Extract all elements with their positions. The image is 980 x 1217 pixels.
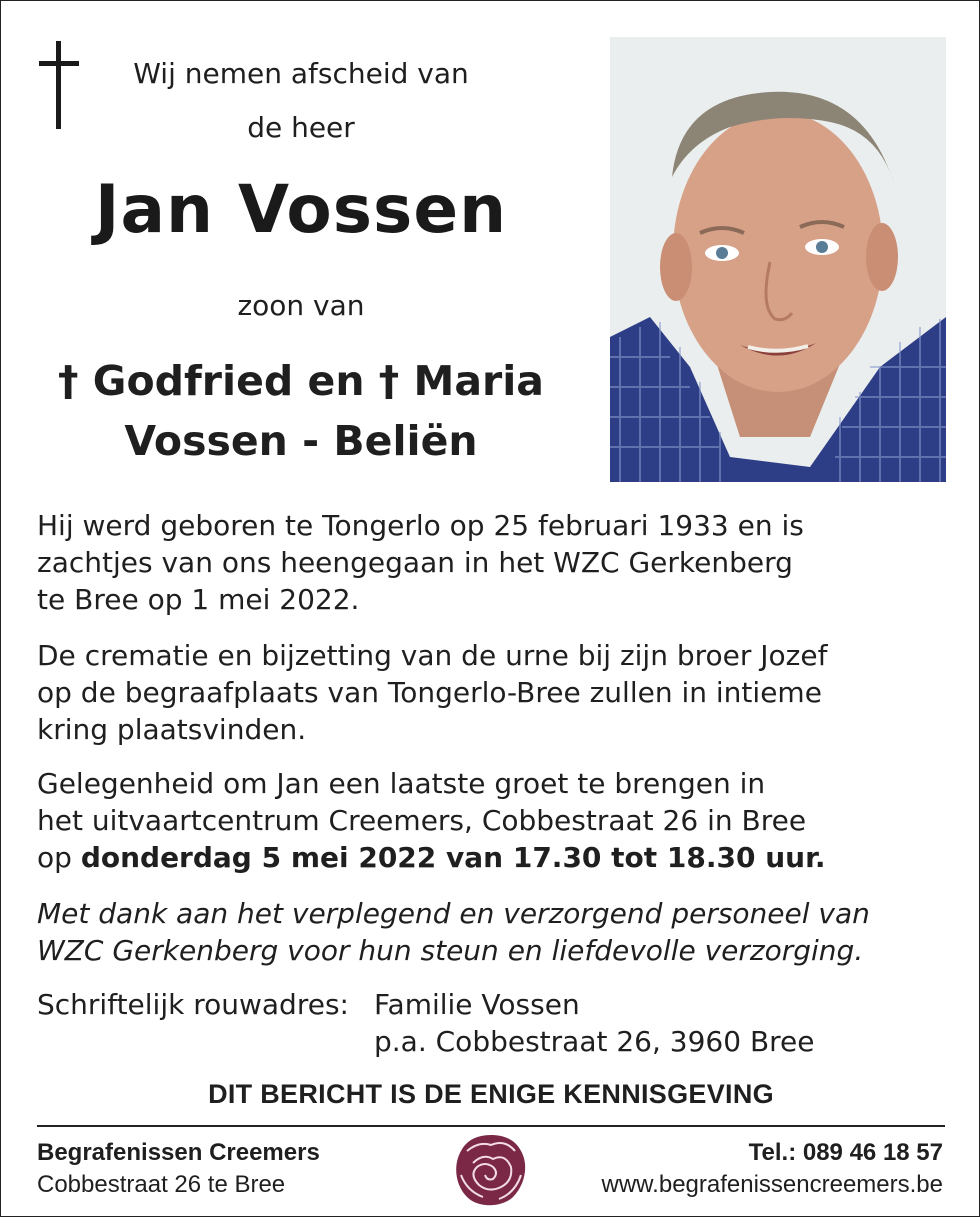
rose-icon <box>453 1131 529 1209</box>
parents-line-2: Vossen - Beliën <box>124 417 478 465</box>
paragraph-line: te Bree op 1 mei 2022. <box>37 583 360 616</box>
address-line-2: p.a. Cobbestraat 26, 3960 Bree <box>374 1025 815 1058</box>
paragraph-cremation <box>37 637 957 748</box>
paragraph-line: zachtjes van ons heengegaan in het WZC Gerkenberg <box>37 546 793 579</box>
visitation-datetime: donderdag 5 mei 2022 van 17.30 tot 18.30 uur. <box>80 841 826 874</box>
funeral-home-website[interactable]: www.begrafenissencreemers.be <box>601 1171 943 1198</box>
funeral-home-address: Cobbestraat 26 te Bree <box>37 1171 286 1198</box>
address-label: Schriftelijk rouwadres: <box>37 988 349 1021</box>
address-line-1: Familie Vossen <box>374 988 580 1021</box>
paragraph-line: Met dank aan het verplegend en verzorgend personeel van <box>37 897 870 930</box>
notice-heading: DIT BERICHT IS DE ENIGE KENNISGEVING <box>208 1079 774 1109</box>
visitation-prefix: op <box>37 841 81 874</box>
funeral-home-name: Begrafenissen Creemers <box>37 1139 320 1166</box>
paragraph-line: kring plaatsvinden. <box>37 713 307 746</box>
paragraph-birth-death <box>37 507 957 618</box>
paragraph-line: het uitvaartcentrum Creemers, Cobbestraat 26 in Bree <box>37 804 807 837</box>
son-of-label: zoon van <box>237 289 365 322</box>
paragraph-line: op de begraafplaats van Tongerlo-Bree zullen in intieme <box>37 676 822 709</box>
paragraph-visitation <box>37 765 957 876</box>
paragraph-thanks <box>37 895 957 969</box>
funeral-home-phone: Tel.: 089 46 18 57 <box>748 1139 943 1166</box>
deceased-name: Jan Vossen <box>94 171 508 248</box>
portrait-photo <box>610 37 946 482</box>
intro-line-2: de heer <box>247 111 355 144</box>
intro-line-1: Wij nemen afscheid van <box>133 57 469 90</box>
parents-line-1: † Godfried en † Maria <box>58 357 544 405</box>
paragraph-line: WZC Gerkenberg voor hun steun en liefdevolle verzorging. <box>37 934 864 967</box>
paragraph-line: Gelegenheid om Jan een laatste groet te brengen in <box>37 767 766 800</box>
divider <box>37 1125 945 1127</box>
paragraph-line <box>37 839 957 876</box>
paragraph-line: De crematie en bijzetting van de urne bij zijn broer Jozef <box>37 639 828 672</box>
paragraph-line: Hij werd geboren te Tongerlo op 25 februari 1933 en is <box>37 509 804 542</box>
